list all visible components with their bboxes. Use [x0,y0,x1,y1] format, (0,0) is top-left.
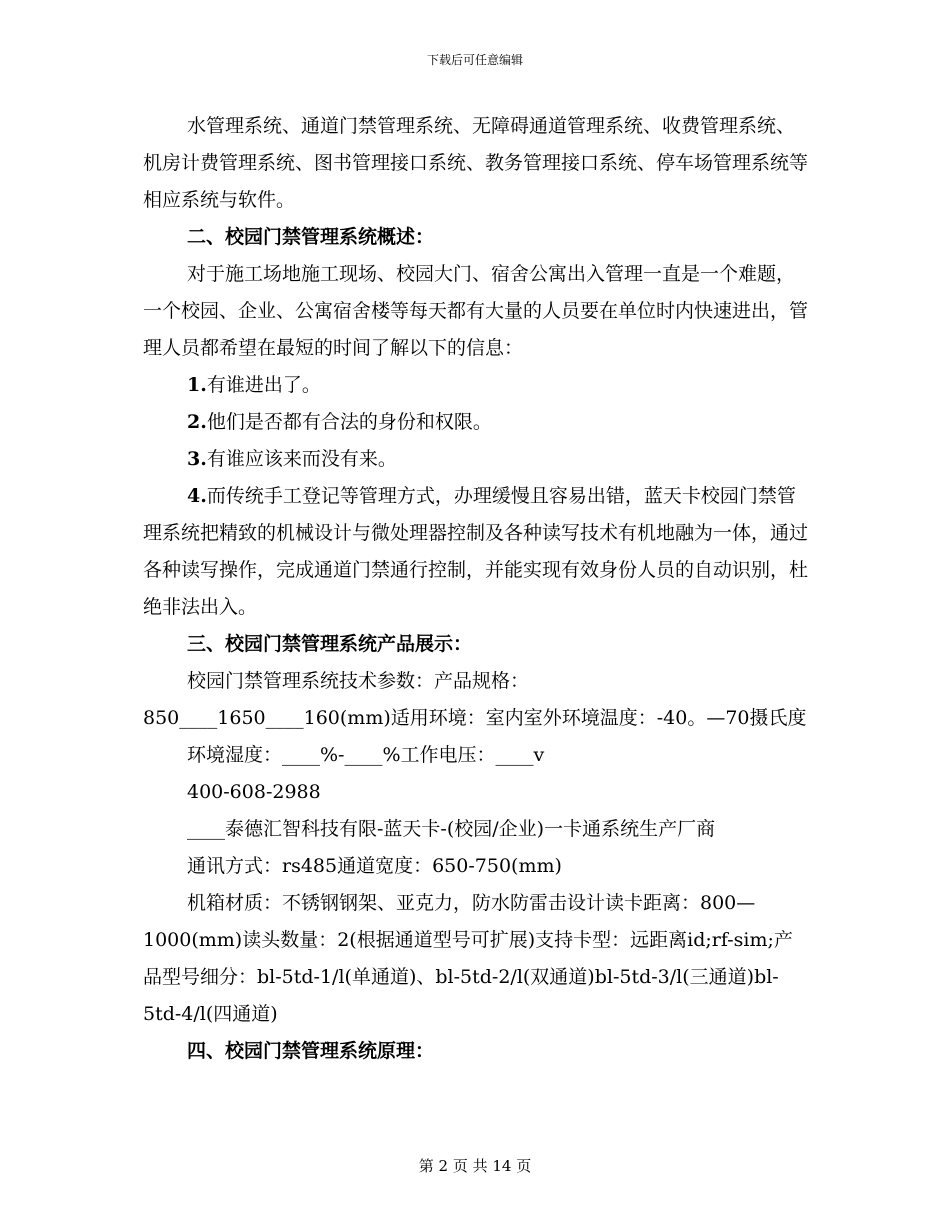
list-item-text: 而传统手工登记等管理方式，办理缓慢且容易出错，蓝天卡校园门禁管理系统把精致的机械设计与微处理器控制及各种读写技术有机地融为一体，通过各种读写操作，完成通道门禁通行控制，并能实现有效身份人员的自动识别，杜绝非法出入。 [143,485,809,618]
list-item-text: 他们是否都有合法的身份和权限。 [206,411,492,433]
paragraph: 通讯方式：rs485通道宽度：650-750(mm) [187,855,562,877]
section-heading: 二、校园门禁管理系统概述： [187,226,435,248]
list-item [143,478,808,626]
list-item-text: 有谁进出了。 [206,374,321,396]
list-item-number: 4. [187,485,207,507]
paragraph: 850____1650____160(mm)适用环境：室内室外环境温度：-40。—70摄氏度 [143,707,807,729]
paragraph: 环境湿度：____%-____%工作电压：____v [187,744,545,766]
section-heading: 四、校园门禁管理系统原理： [187,1040,435,1062]
list-item-text: 有谁应该来而没有来。 [206,448,397,470]
page-footer: 第 2 页 共 14 页 [418,1157,532,1175]
list-item [143,367,808,404]
list-item [143,404,808,441]
list-item-number: 3. [187,448,207,470]
list-item-number: 1. [187,374,207,396]
paragraph: 水管理系统、通道门禁管理系统、无障碍通道管理系统、收费管理系统、机房计费管理系统、图书管理接口系统、教务管理接口系统、停车场管理系统等相应系统与软件。 [143,115,809,211]
list-item [143,441,808,478]
phone-number: 400-608-2988 [187,781,321,803]
list-item-number: 2. [187,411,207,433]
paragraph: 校园门禁管理系统技术参数：产品规格： [187,670,530,692]
page-header: 下载后可任意编辑 [426,53,523,67]
section-heading: 三、校园门禁管理系统产品展示： [187,633,473,655]
document-body [143,108,808,1070]
paragraph: ____泰德汇智科技有限-蓝天卡-(校园/企业)一卡通系统生产厂商 [187,818,716,840]
paragraph: 对于施工场地施工现场、校园大门、宿舍公寓出入管理一直是一个难题，一个校园、企业、公寓宿舍楼等每天都有大量的人员要在单位时内快速进出，管理人员都希望在最短的时间了解以下的信息： [143,263,809,359]
paragraph: 机箱材质：不锈钢钢架、亚克力，防水防雷击设计读卡距离：800—1000(mm)读头数量：2(根据通道型号可扩展)支持卡型：远距离id;rf-sim;产品型号细分：bl-5td-1/l(单通道)、bl-5td-2/l(双通道)bl-5td-3/l(三通道)bl-5td-4/l(四通道) [143,892,793,1025]
